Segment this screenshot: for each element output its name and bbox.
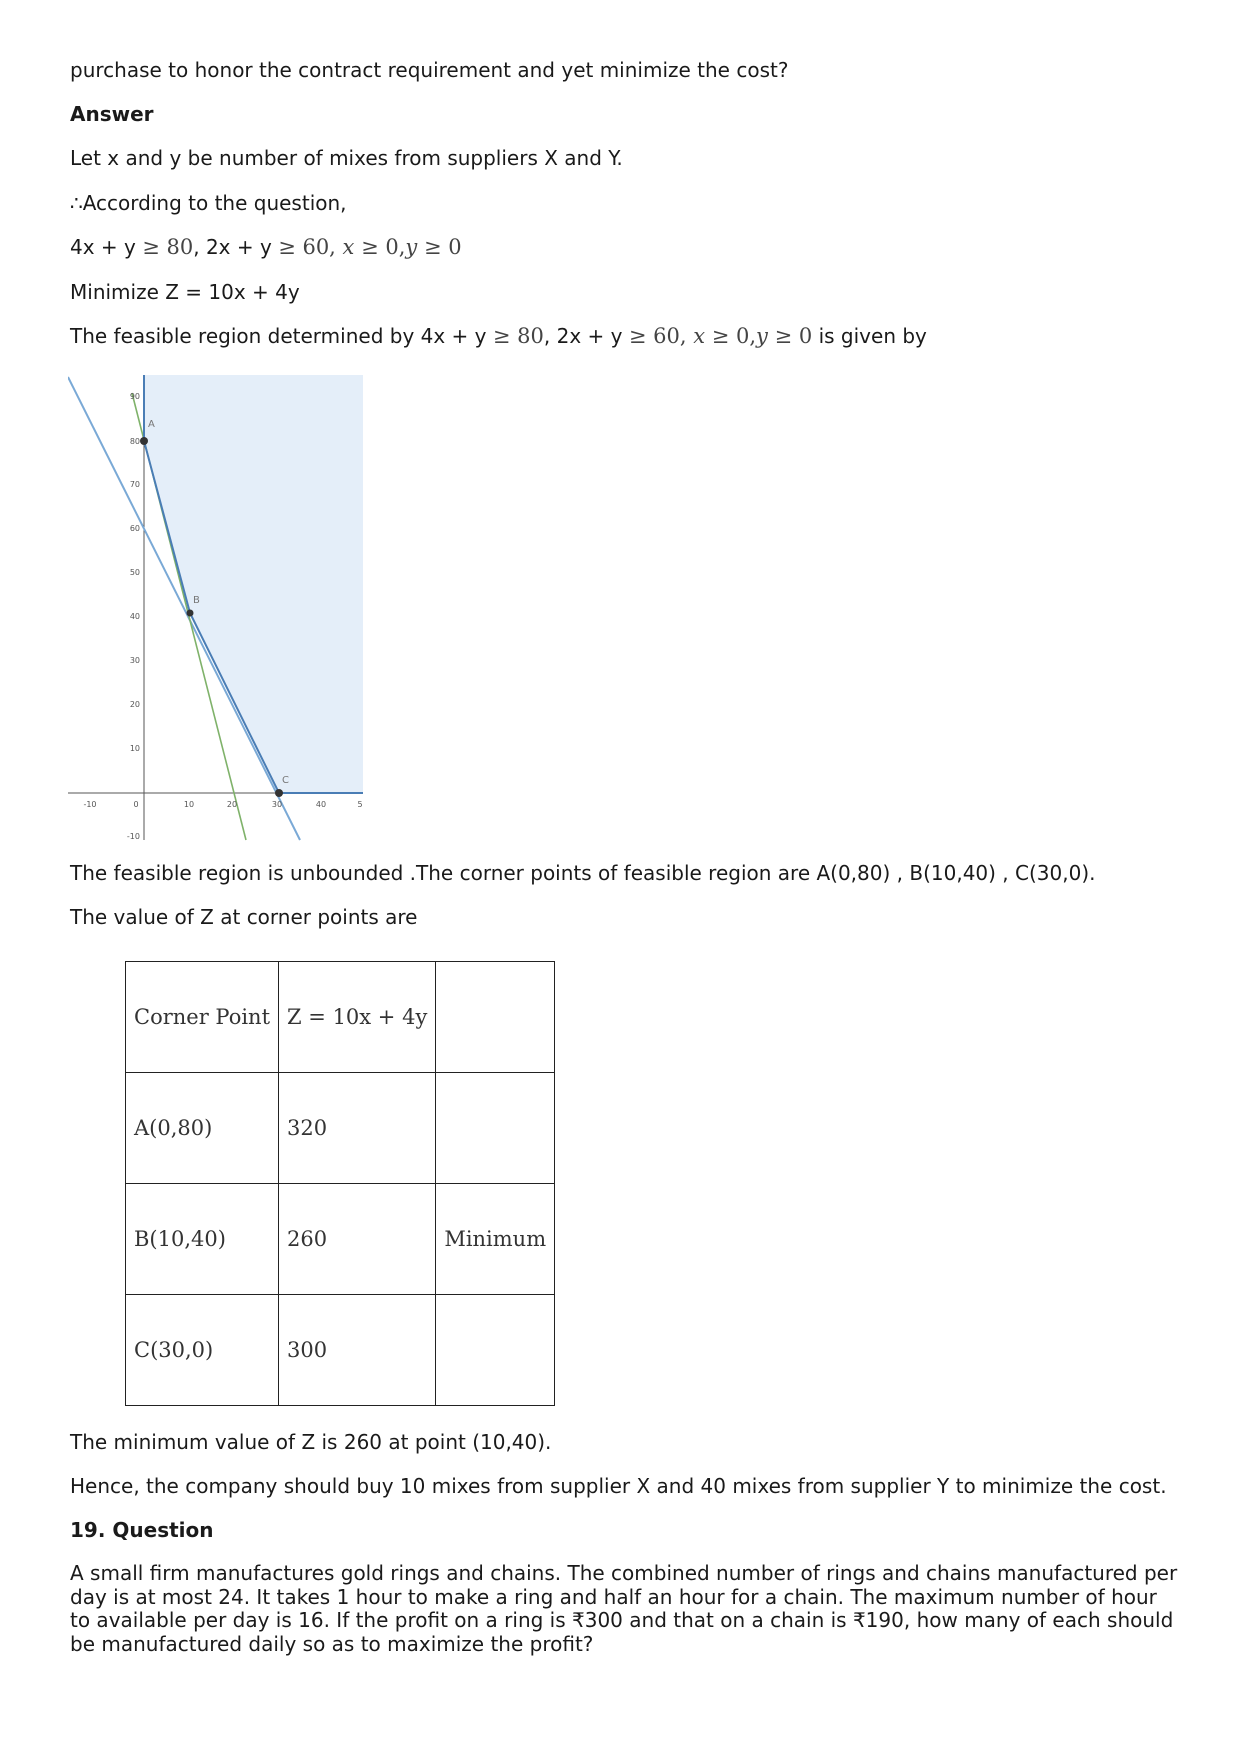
corner-point-b (187, 610, 194, 617)
corner-point-a (140, 437, 148, 445)
corner-point-c (275, 789, 283, 797)
y-tick-label: 50 (129, 568, 140, 577)
table-header-row (126, 962, 555, 1073)
according-line: ∴According to the question, (70, 191, 347, 215)
table-cell (436, 1073, 555, 1184)
q19-body: A small firm manufactures gold rings and chains. The combined number of rings and chains manufactured per day is at most 24. It takes 1 hour to make a ring and half an hour for a chain. The maximum number of hour to available per day is 16. If the profit on a ring is ₹300 and that on a chain is ₹190, how many of each should be manufactured daily so as to maximize the profit? (70, 1561, 1178, 1656)
table-cell (436, 1295, 555, 1406)
constraint-b-math: ≥ 60, x ≥ 0,y ≥ 0 (278, 235, 462, 259)
table-cell: A(0,80) (126, 1073, 279, 1184)
point-label-c: C (282, 775, 289, 786)
feasible-prefix: The feasible region determined by 4x + y (70, 324, 487, 348)
constraint-a-math: ≥ 80 (142, 235, 194, 259)
point-label-a: A (148, 419, 155, 430)
feasible-math-b: ≥ 60, x ≥ 0,y ≥ 0 (628, 324, 813, 348)
y-tick-label: 20 (129, 700, 140, 709)
y-tick-label: 70 (129, 480, 140, 489)
point-label-b: B (193, 595, 200, 606)
table-cell: Minimum (436, 1184, 555, 1295)
constraint-a: 4x + y (70, 235, 136, 259)
unbounded-line: The feasible region is unbounded .The corner points of feasible region are A(0,80) , B(10,40) , C(30,0). (70, 861, 1096, 885)
x-tick-label: 10 (183, 800, 195, 809)
answer-heading: Answer (70, 102, 154, 126)
table-cell: B(10,40) (126, 1184, 279, 1295)
objective-line: Minimize Z = 10x + 4y (70, 280, 300, 304)
question-tail: purchase to honor the contract requirement and yet minimize the cost? (70, 58, 789, 82)
feasible-math-a: ≥ 80 (492, 324, 544, 348)
y-tick-label: -10 (126, 832, 140, 841)
table-row (126, 1184, 555, 1295)
x-tick-label: 30 (271, 800, 283, 809)
table-cell: 320 (279, 1073, 436, 1184)
x-tick-label: 5 (357, 800, 363, 809)
x-tick-label: -10 (83, 800, 97, 809)
table-row (126, 1295, 555, 1406)
corner-point-table (125, 961, 555, 1406)
x-tick-label: 0 (133, 800, 139, 809)
y-tick-label: 90 (129, 392, 140, 401)
constraint-sep: , 2x + y (193, 235, 272, 259)
y-tick-label: 40 (129, 612, 140, 621)
table-header-cell (436, 962, 555, 1073)
table-cell: C(30,0) (126, 1295, 279, 1406)
constraints-line (70, 235, 462, 259)
hence-line: Hence, the company should buy 10 mixes from supplier X and 40 mixes from supplier Y to minimize the cost. (70, 1474, 1167, 1498)
feasible-region (144, 375, 363, 793)
y-tick-label: 80 (129, 437, 140, 446)
graph-svg (68, 375, 368, 845)
table-header-cell: Z = 10x + 4y (279, 962, 436, 1073)
feasible-region-graph (68, 375, 368, 845)
feasible-line (70, 324, 927, 348)
min-value-line: The minimum value of Z is 260 at point (10,40). (70, 1430, 552, 1454)
feasible-sep: , 2x + y (543, 324, 623, 348)
x-tick-label: 20 (226, 800, 238, 809)
table-header-cell: Corner Point (126, 962, 279, 1073)
value-intro-line: The value of Z at corner points are (70, 905, 418, 929)
y-tick-label: 10 (129, 744, 140, 753)
y-tick-label: 30 (129, 656, 140, 665)
x-tick-label: 40 (315, 800, 327, 809)
let-line: Let x and y be number of mixes from suppliers X and Y. (70, 146, 623, 170)
table-cell: 300 (279, 1295, 436, 1406)
table-cell: 260 (279, 1184, 436, 1295)
q19-heading: 19. Question (70, 1518, 214, 1542)
table-row (126, 1073, 555, 1184)
feasible-suffix: is given by (812, 324, 927, 348)
y-tick-label: 60 (129, 524, 140, 533)
